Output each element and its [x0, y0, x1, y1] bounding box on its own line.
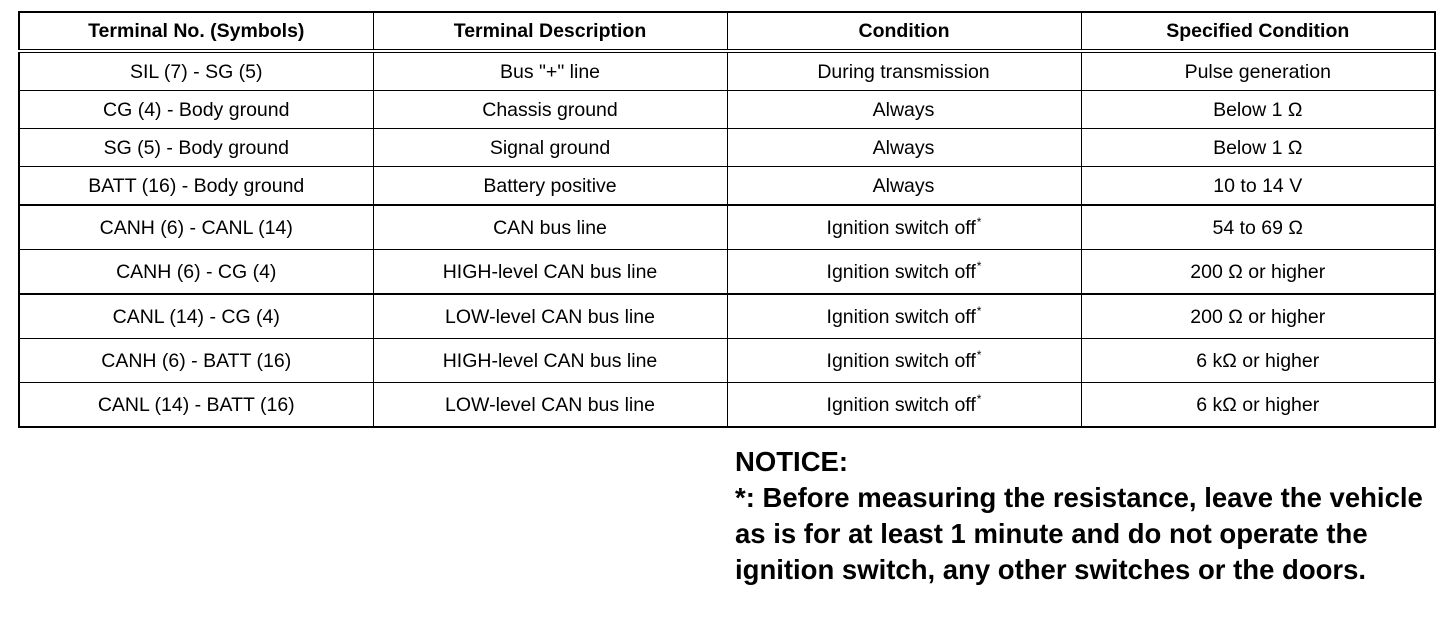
terminal-cell: CANL (14) - BATT (16)	[19, 383, 373, 428]
table-row	[19, 129, 1435, 167]
specified-cell: 6 kΩ or higher	[1081, 339, 1435, 383]
condition-text: Always	[872, 136, 935, 159]
condition-cell	[727, 339, 1081, 383]
table-row	[19, 205, 1435, 250]
table-row	[19, 294, 1435, 339]
footnote-marker: *	[976, 258, 982, 273]
header-condition: Condition	[727, 12, 1081, 51]
condition-cell	[727, 167, 1081, 206]
terminal-cell: CANH (6) - CG (4)	[19, 250, 373, 295]
condition-cell	[727, 383, 1081, 428]
table-row	[19, 383, 1435, 428]
description-cell: LOW-level CAN bus line	[373, 294, 727, 339]
condition-text: Ignition switch off	[826, 349, 976, 372]
condition-text: Ignition switch off	[826, 393, 976, 416]
specified-cell: Below 1 Ω	[1081, 129, 1435, 167]
specified-cell: 200 Ω or higher	[1081, 294, 1435, 339]
table-row	[19, 167, 1435, 206]
condition-text: Always	[872, 98, 935, 121]
specified-cell: 10 to 14 V	[1081, 167, 1435, 206]
condition-cell	[727, 294, 1081, 339]
condition-cell	[727, 250, 1081, 295]
terminal-cell: SIL (7) - SG (5)	[19, 51, 373, 91]
description-cell: Signal ground	[373, 129, 727, 167]
description-cell: HIGH-level CAN bus line	[373, 250, 727, 295]
terminal-spec-table	[18, 11, 1436, 428]
description-cell: HIGH-level CAN bus line	[373, 339, 727, 383]
specified-cell: 54 to 69 Ω	[1081, 205, 1435, 250]
description-cell: Bus "+" line	[373, 51, 727, 91]
terminal-cell: CANH (6) - CANL (14)	[19, 205, 373, 250]
header-specified-condition: Specified Condition	[1081, 12, 1435, 51]
specified-cell: Pulse generation	[1081, 51, 1435, 91]
condition-text: Ignition switch off	[826, 305, 976, 328]
specified-cell: 200 Ω or higher	[1081, 250, 1435, 295]
notice-heading: NOTICE:	[735, 446, 849, 477]
table-row	[19, 51, 1435, 91]
footnote-marker: *	[976, 391, 982, 406]
table-row	[19, 339, 1435, 383]
terminal-cell: BATT (16) - Body ground	[19, 167, 373, 206]
table-row	[19, 91, 1435, 129]
footnote-marker: *	[976, 214, 982, 229]
specified-cell: 6 kΩ or higher	[1081, 383, 1435, 428]
description-cell: CAN bus line	[373, 205, 727, 250]
condition-cell	[727, 129, 1081, 167]
condition-cell	[727, 205, 1081, 250]
terminal-cell: CANL (14) - CG (4)	[19, 294, 373, 339]
footnote-marker: *	[976, 347, 982, 362]
condition-text: Ignition switch off	[826, 260, 976, 283]
condition-text: During transmission	[817, 60, 990, 83]
table-header-row	[19, 12, 1435, 51]
footnote-marker: *	[976, 303, 982, 318]
condition-text: Ignition switch off	[826, 216, 976, 239]
header-terminal-no: Terminal No. (Symbols)	[19, 12, 373, 51]
terminal-cell: CG (4) - Body ground	[19, 91, 373, 129]
header-terminal-description: Terminal Description	[373, 12, 727, 51]
notice-block	[735, 444, 1435, 588]
description-cell: Battery positive	[373, 167, 727, 206]
condition-text: Always	[872, 174, 935, 197]
condition-cell	[727, 91, 1081, 129]
description-cell: Chassis ground	[373, 91, 727, 129]
description-cell: LOW-level CAN bus line	[373, 383, 727, 428]
notice-text: *: Before measuring the resistance, leave the vehicle as is for at least 1 minute and do not operate the ignition switch, any other switches or the doors.	[735, 482, 1423, 585]
condition-cell	[727, 51, 1081, 91]
table-row	[19, 250, 1435, 295]
terminal-cell: CANH (6) - BATT (16)	[19, 339, 373, 383]
terminal-cell: SG (5) - Body ground	[19, 129, 373, 167]
specified-cell: Below 1 Ω	[1081, 91, 1435, 129]
